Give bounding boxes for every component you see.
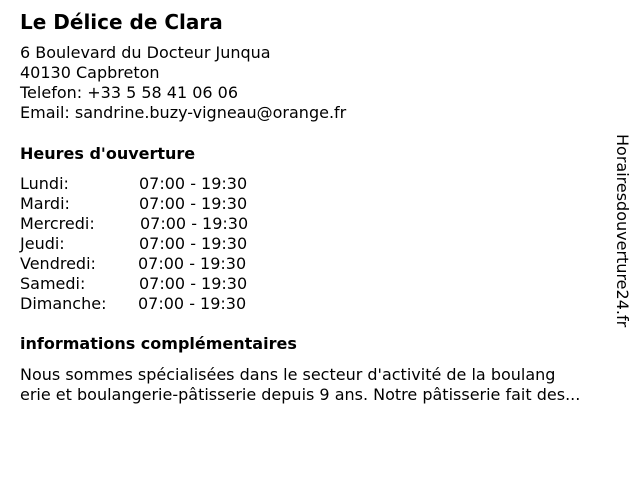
opening-hours-heading: Heures d'ouverture	[20, 144, 196, 163]
day-label: Mercredi:	[20, 214, 95, 233]
business-name: Le Délice de Clara	[20, 10, 223, 34]
day-label: Mardi:	[20, 194, 70, 213]
description-line-1: Nous sommes spécialisées dans le secteur d'activité de la boulang	[20, 365, 556, 384]
additional-info-text	[20, 365, 630, 405]
time-range: 07:00 - 19:30	[140, 214, 249, 233]
time-range: 07:00 - 19:30	[139, 274, 248, 293]
time-range: 07:00 - 19:30	[139, 194, 248, 213]
day-label: Vendredi:	[20, 254, 96, 273]
day-label: Dimanche:	[20, 294, 107, 313]
address-line-1: 6 Boulevard du Docteur Junqua	[20, 43, 271, 62]
day-label: Lundi:	[20, 174, 69, 193]
time-range: 07:00 - 19:30	[138, 294, 247, 313]
phone-number: Telefon: +33 5 58 41 06 06	[20, 83, 239, 102]
opening-hours-table	[20, 174, 248, 314]
day-label: Samedi:	[20, 274, 86, 293]
email-address: Email: sandrine.buzy-vigneau@orange.fr	[20, 103, 347, 122]
day-label: Jeudi:	[20, 234, 65, 253]
hours-row-wednesday	[20, 214, 248, 234]
hours-row-saturday	[20, 274, 248, 294]
description-line-2: erie et boulangerie-pâtisserie depuis 9 ans. Notre pâtisserie fait des...	[20, 385, 581, 404]
address-line-2: 40130 Capbreton	[20, 63, 160, 82]
contact-block	[20, 43, 346, 123]
hours-row-thursday	[20, 234, 248, 254]
hours-row-sunday	[20, 294, 248, 314]
time-range: 07:00 - 19:30	[139, 174, 248, 193]
hours-row-monday	[20, 174, 248, 194]
site-watermark: Horairesdouverture24.fr	[613, 134, 632, 328]
time-range: 07:00 - 19:30	[139, 234, 248, 253]
additional-info-heading: informations complémentaires	[20, 334, 297, 353]
hours-row-tuesday	[20, 194, 248, 214]
hours-row-friday	[20, 254, 248, 274]
time-range: 07:00 - 19:30	[138, 254, 247, 273]
